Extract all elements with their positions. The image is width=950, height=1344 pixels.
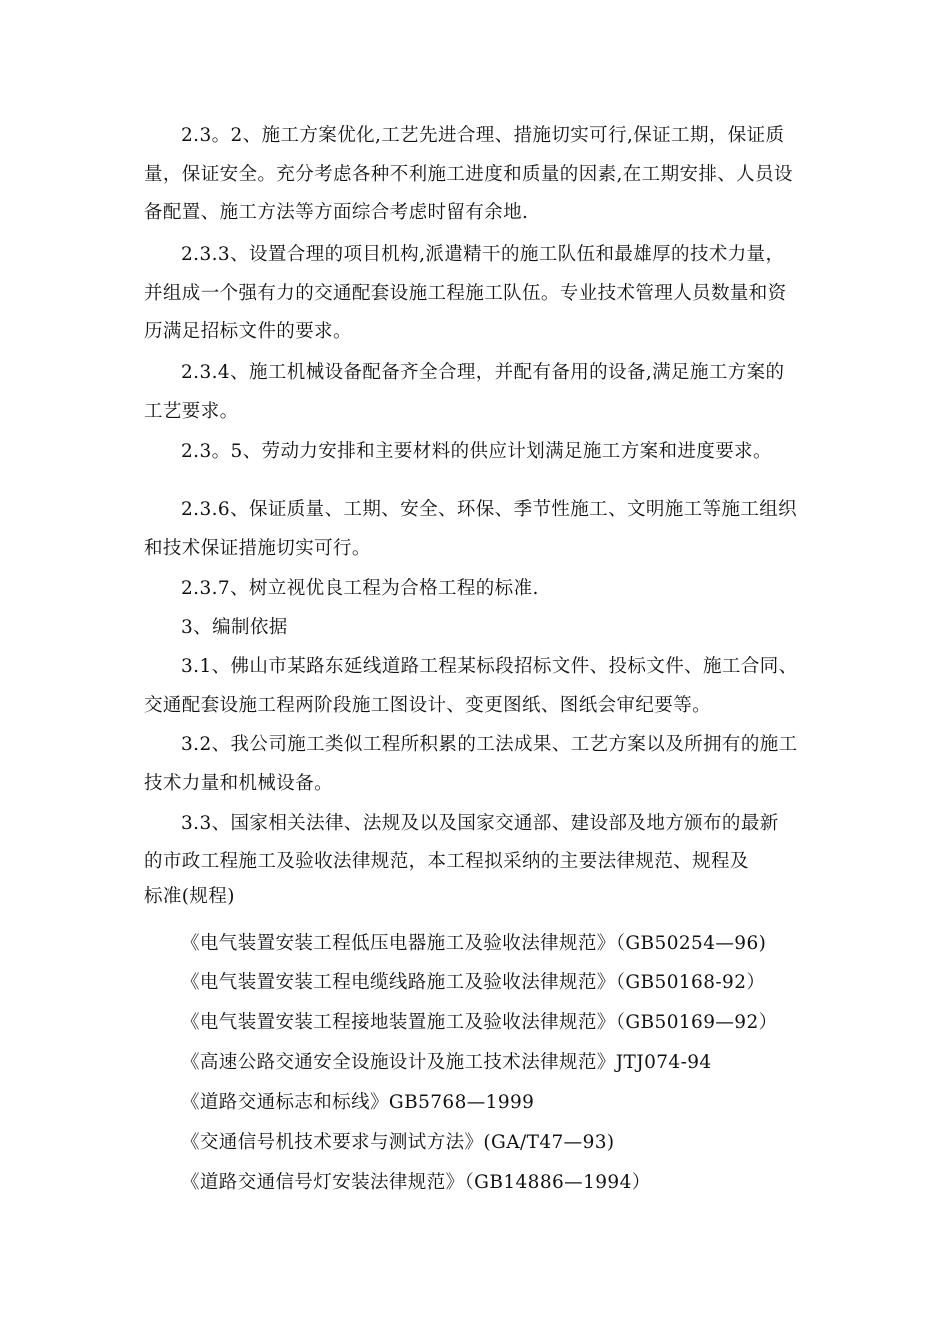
text-line: 2.3.7、树立视优良工程为合格工程的标准. xyxy=(181,578,539,599)
text-line: 和技术保证措施切实可行。 xyxy=(144,537,371,559)
text-line: 标准(规程) xyxy=(144,885,235,907)
text-line: 2.3。5、劳动力安排和主要材料的供应计划满足施工方案和进度要求。 xyxy=(181,441,772,462)
standard-title: 《电气装置安装工程接地装置施工及验收法律规范》（GB50169—92） xyxy=(181,1012,778,1033)
text-line: 3.3、国家相关法律、法规及以及国家交通部、建设部及地方颁布的最新 xyxy=(181,813,779,834)
standard-title: 《电气装置安装工程电缆线路施工及验收法律规范》（GB50168-92） xyxy=(181,972,766,993)
paragraph-2-3-2 xyxy=(144,117,812,233)
standard-title: 《交通信号机技术要求与测试方法》(GA/T47—93) xyxy=(181,1132,615,1153)
section-heading: 3、编制依据 xyxy=(181,617,288,638)
standard-title: 《高速公路交通安全设施设计及施工技术法律规范》JTJ074-94 xyxy=(181,1052,712,1073)
text-line: 并组成一个强有力的交通配套设施工程施工队伍。专业技术管理人员数量和资 xyxy=(144,282,787,304)
text-line: 2.3.4、施工机械设备配备齐全合理，并配有备用的设备,满足施工方案的 xyxy=(181,362,785,383)
paragraph-2-3-4 xyxy=(144,354,812,431)
standard-item xyxy=(144,1004,812,1043)
standard-item xyxy=(144,964,812,1003)
standard-item xyxy=(144,1084,812,1123)
text-line: 备配置、施工方法等方面综合考虑时留有余地. xyxy=(144,202,529,223)
text-line: 2.3.3、设置合理的项目机构,派遣精干的施工队伍和最雄厚的技术力量， xyxy=(181,244,785,265)
paragraph-2-3-6 xyxy=(144,491,812,568)
text-line: 量，保证安全。充分考虑各种不利施工进度和质量的因素,在工期安排、人员设 xyxy=(144,163,793,185)
text-line: 3.2、我公司施工类似工程所积累的工法成果、工艺方案以及所拥有的施工 xyxy=(181,734,798,755)
standard-title: 《电气装置安装工程低压电器施工及验收法律规范》（GB50254—96) xyxy=(181,933,767,954)
paragraph-3-1 xyxy=(144,648,812,725)
paragraph-3-3 xyxy=(144,805,812,914)
standard-item xyxy=(144,1044,812,1083)
text-line: 2.3。2、施工方案优化,工艺先进合理、措施切实可行,保证工期，保证质 xyxy=(181,125,785,146)
standard-item xyxy=(144,1164,812,1203)
standard-title: 《道路交通标志和标线》GB5768—1999 xyxy=(181,1092,535,1113)
text-line: 技术力量和机械设备。 xyxy=(144,772,334,794)
standard-title: 《道路交通信号灯安装法律规范》（GB14886—1994） xyxy=(181,1172,651,1193)
standard-item xyxy=(144,1124,812,1163)
text-line: 交通配套设施工程两阶段施工图设计、变更图纸、图纸会审纪要等。 xyxy=(144,694,712,716)
standard-item xyxy=(144,925,812,964)
text-line: 的市政工程施工及验收法律规范，本工程拟采纳的主要法律规范、规程及 xyxy=(144,850,749,872)
paragraph-3-2 xyxy=(144,726,812,803)
paragraph-2-3-5 xyxy=(144,433,812,472)
paragraph-2-3-3 xyxy=(144,236,812,352)
text-line: 工艺要求。 xyxy=(144,400,239,422)
section-heading-3 xyxy=(144,609,812,648)
text-line: 历满足招标文件的要求。 xyxy=(144,321,352,342)
text-line: 3.1、佛山市某路东延线道路工程某标段招标文件、投标文件、施工合同、 xyxy=(181,656,798,677)
paragraph-2-3-7 xyxy=(144,570,812,609)
text-line: 2.3.6、保证质量、工期、安全、环保、季节性施工、文明施工等施工组织 xyxy=(181,499,798,520)
